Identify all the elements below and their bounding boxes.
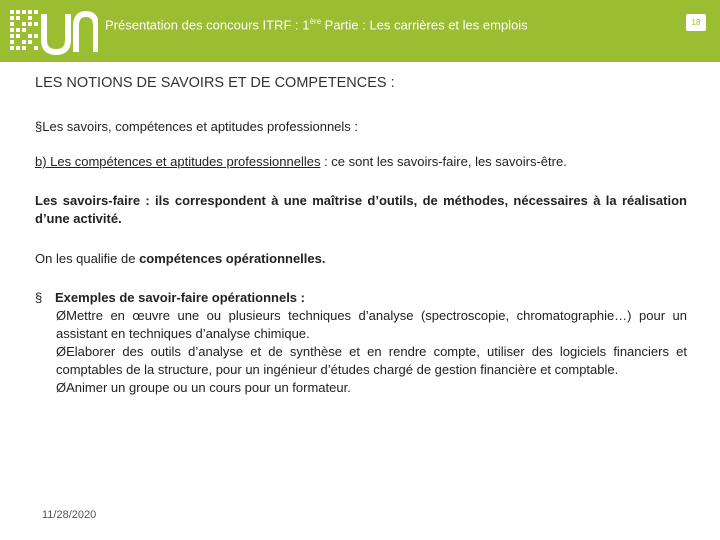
page-number: 18	[686, 14, 706, 31]
qualifier-line: On les qualifie de compétences opérationnelles.	[35, 251, 326, 266]
examples-heading: Exemples de savoir-faire opérationnels :	[55, 290, 305, 305]
subheading-rest: : ce sont les savoirs-faire, les savoirs-être.	[320, 154, 567, 169]
slide-date: 11/28/2020	[42, 509, 97, 521]
subheading	[35, 153, 567, 171]
list-item: ØAnimer un groupe ou un cours pour un formateur.	[56, 380, 351, 395]
examples-list	[35, 307, 687, 397]
list-item: ØElaborer des outils d’analyse et de synthèse et en rendre compte, utiliser des logiciels financiers et comptables de la structure, pour un ingénieur d’études chargé de gestion financière et comptable.	[56, 344, 687, 377]
definition-paragraph: Les savoirs-faire : ils correspondent à une maîtrise d’outils, de méthodes, nécessaires à la réalisation d’une activité.	[35, 193, 687, 226]
bullet-line: §Les savoirs, compétences et aptitudes professionnels :	[35, 119, 359, 134]
slide-title: Présentation des concours ITRF : 1ère Partie : Les carrières et les emplois	[105, 17, 528, 33]
list-item: ØMettre en œuvre une ou plusieurs techniques d’analyse (spectroscopie, chromatographie…) pour un assistant en techniques d’analyse chimique.	[56, 308, 687, 341]
university-logo	[8, 6, 98, 58]
slide-header	[0, 0, 720, 62]
examples-block	[35, 289, 687, 397]
square-bullet-icon: §	[35, 290, 43, 305]
subheading-underlined: b) Les compétences et aptitudes professionnelles	[35, 154, 321, 169]
section-heading: LES NOTIONS DE SAVOIRS ET DE COMPETENCES :	[35, 75, 395, 91]
